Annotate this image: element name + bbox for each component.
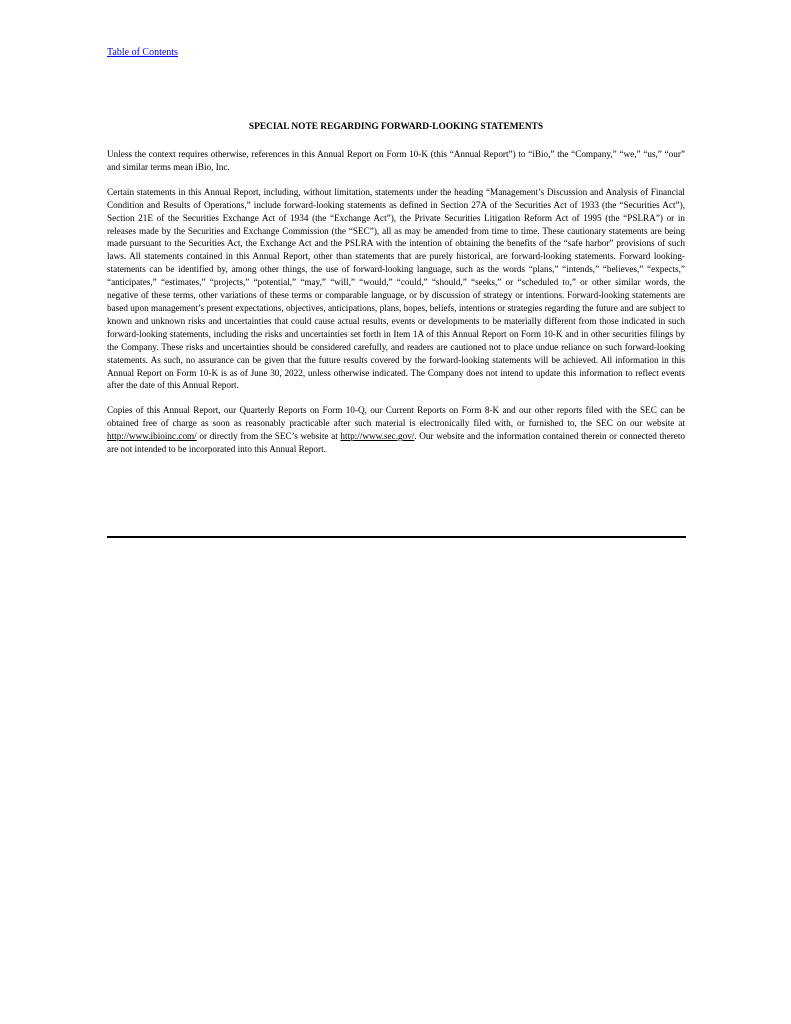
paragraph-copies — [107, 404, 685, 456]
ibio-website-link[interactable]: http://www.ibioinc.com/ — [107, 431, 197, 442]
paragraph-copies-text-3: . Our website and the information contained therein or connected thereto are not intended to be incorporated into this Annual Report. — [107, 431, 685, 455]
paragraph-copies-text-2: or directly from the SEC’s website at — [196, 431, 341, 442]
paragraph-forward-looking: Certain statements in this Annual Report, including, without limitation, statements under the heading “Management’s Discussion and Analysis of Financial Condition and Results of Operations,” include forward-looking statements as defined in Section 27A of the Securities Act of 1933 (the “Securities Act”), Section 21E of the Securities Exchange Act of 1934 (the “Exchange Act”), the Private Securities Litigation Reform Act of 1995 (the “PSLRA”) or in releases made by the Securities and Exchange Commission (the “SEC”), all as may be amended from time to time. These cautionary statements are being made pursuant to the Securities Act, the Exchange Act and the PSLRA with the intention of obtaining the benefits of the “safe harbor” provisions of such laws. All statements contained in this Annual Report, other than statements that are purely historical, are forward-looking statements. Forward looking-statements can be identified by, among other things, the use of forward-looking language, such as the words “plans,” “intends,” “believes,” “expects,” “anticipates,” “estimates,” “projects,” “potential,” “may,” “will,” “would,” “could,” “should,” “seeks,” or “scheduled to,” or other similar words, the negative of these terms, other variations of these terms or comparable language, or by discussion of strategy or intentions. Forward-looking statements are based upon management’s present expectations, objectives, anticipations, plans, hopes, beliefs, intentions or strategies regarding the future and are subject to known and unknown risks and uncertainties that could cause actual results, events or developments to be materially different from those indicated in such forward-looking statements, including the risks and uncertainties set forth in Item 1A of this Annual Report on Form 10-K and in other securities filings by the Company. These risks and uncertainties should be considered carefully, and readers are cautioned not to place undue reliance on such forward-looking statements. As such, no assurance can be given that the future results covered by the forward-looking statements will be achieved. All information in this Annual Report on Form 10-K is as of June 30, 2022, unless otherwise indicated. The Company does not intend to update this information to reflect events after the date of this Annual Report. — [107, 186, 685, 391]
paragraph-copies-text-1: Copies of this Annual Report, our Quarterly Reports on Form 10-Q, our Current Reports on Form 8-K and our other reports filed with the SEC can be obtained free of charge as soon as reasonably practicable after such material is electronically filed with, or furnished to, the SEC on our website at — [107, 405, 685, 429]
page-divider — [107, 536, 686, 538]
paragraph-definitions: Unless the context requires otherwise, references in this Annual Report on Form 10-K (this “Annual Report”) to “iBio,” the “Company,” “we,” “us,” “our” and similar terms mean iBio, Inc. — [107, 149, 685, 172]
section-heading: SPECIAL NOTE REGARDING FORWARD-LOOKING STATEMENTS — [248, 122, 544, 132]
table-of-contents-link[interactable]: Table of Contents — [107, 47, 178, 58]
document-body — [107, 121, 685, 468]
sec-website-link[interactable]: http://www.sec.gov/ — [340, 431, 415, 442]
